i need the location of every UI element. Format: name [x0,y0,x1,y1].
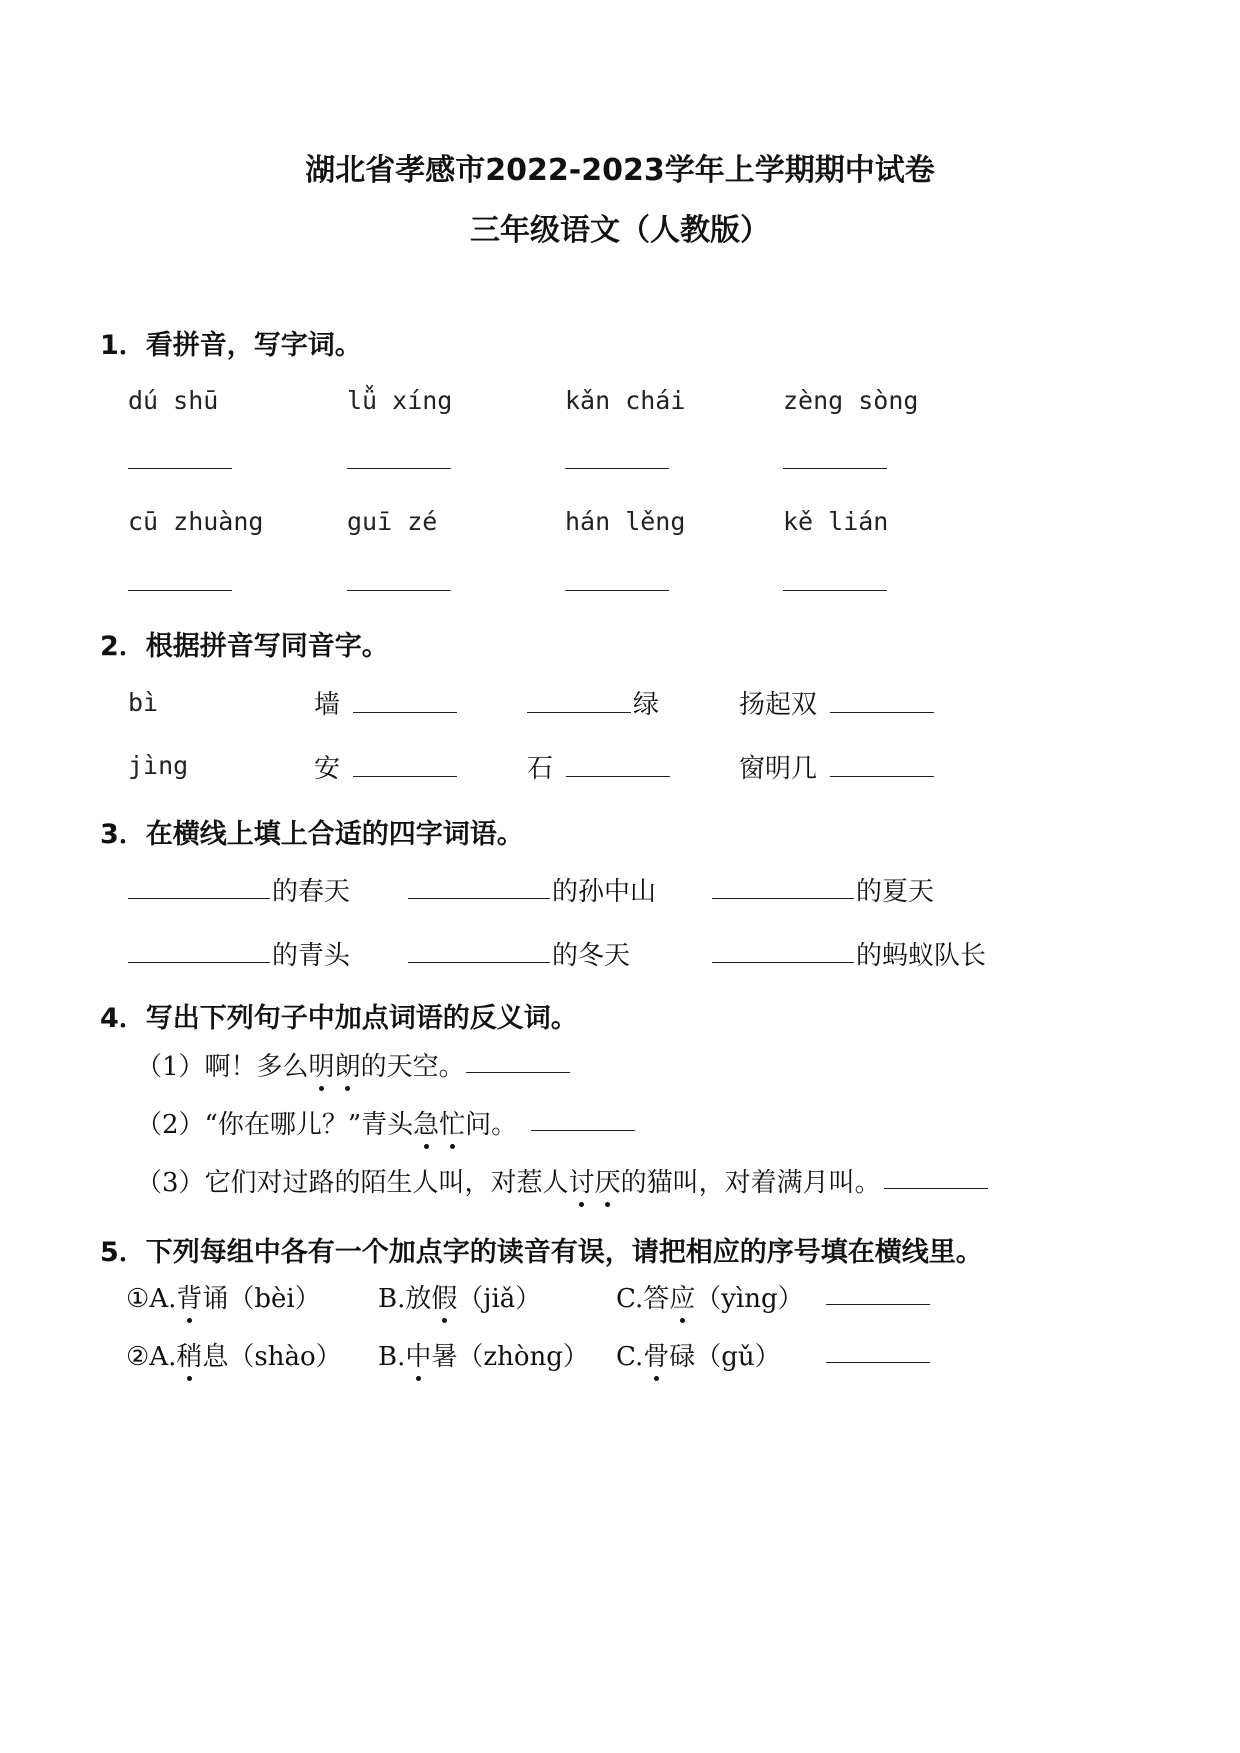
q1-heading: 1．看拼音，写字词。 [100,330,362,361]
q1-pinyin-5: cū zhuàng [128,507,264,536]
q5-group2-option-a [126,1336,342,1373]
sentence-text: 问。 [465,1110,518,1140]
q2-answer-blank[interactable] [353,712,457,713]
q5-group1-option-b [378,1278,541,1315]
q3-answer-blank[interactable] [128,898,270,899]
option-text: A. [149,1342,177,1372]
q3-item: 的春天 [272,877,351,907]
q2-word: 窗明几 [739,754,818,784]
option-text: B.放 [378,1284,432,1314]
sentence-text: 的天空。 [360,1052,465,1082]
q1-pinyin-8: kě lián [783,507,889,536]
option-text: 诵（bèi） [202,1284,321,1314]
option-text: B. [378,1342,406,1372]
q5-group2-option-b [378,1336,589,1373]
q5-group1-option-c [616,1278,804,1315]
q3-item: 的冬天 [552,941,631,971]
q2-word: 石 [527,754,554,784]
q3-item: 的孙中山 [552,877,657,907]
q1-answer-blank[interactable] [347,468,451,469]
q2-answer-blank[interactable] [527,712,631,713]
q2-pinyin-jing: jìng [128,751,189,780]
dotted-char: 明 [309,1046,335,1083]
q1-pinyin-2: lǚ xíng [347,386,453,415]
option-text: 息（shào） [202,1342,342,1372]
dotted-char: 急 [413,1104,439,1141]
q1-pinyin-7: hán lěng [565,507,686,536]
dotted-char: 忙 [439,1104,465,1141]
dotted-char: 骨 [643,1336,669,1373]
q5-answer-blank[interactable] [826,1304,930,1305]
option-text: A. [149,1284,177,1314]
q3-item: 的青头 [272,941,351,971]
q2-pinyin-bi: bì [128,688,159,717]
q3-item: 的蚂蚁队长 [856,941,987,971]
q2-answer-blank[interactable] [566,776,670,777]
q2-answer-blank[interactable] [830,776,934,777]
sentence-text: （3）它们对过路的陌生人叫，对惹人 [136,1168,569,1198]
dotted-char: 假 [431,1278,457,1315]
q1-pinyin-1: dú shū [128,386,219,415]
option-text: （yìng） [695,1284,804,1314]
sentence-text: 的猫叫，对着满月叫。 [620,1168,881,1198]
q1-answer-blank[interactable] [347,590,451,591]
page-subtitle: 三年级语文（人教版） [470,213,770,248]
q4-sentence-2 [136,1104,517,1141]
q2-answer-blank[interactable] [830,712,934,713]
q1-pinyin-3: kǎn chái [565,386,686,415]
option-text: （jiǎ） [457,1284,542,1314]
q1-answer-blank[interactable] [128,590,232,591]
q3-item: 的夏天 [856,877,935,907]
option-text: 暑（zhòng） [431,1342,589,1372]
q1-answer-blank[interactable] [128,468,232,469]
q3-answer-blank[interactable] [408,962,550,963]
q2-word: 扬起双 [739,690,818,720]
q5-answer-blank[interactable] [826,1362,930,1363]
q4-answer-blank[interactable] [531,1130,635,1131]
dotted-char: 背 [176,1278,202,1315]
q2-word: 墙 [314,690,341,720]
q1-answer-blank[interactable] [783,590,887,591]
dotted-char: 中 [405,1336,431,1373]
option-text: 碌（gǔ） [669,1342,781,1372]
q1-answer-blank[interactable] [783,468,887,469]
q1-pinyin-4: zèng sòng [783,386,919,415]
q2-word: 绿 [633,690,660,720]
q4-answer-blank[interactable] [884,1188,988,1189]
q1-answer-blank[interactable] [565,468,669,469]
group-number: ② [126,1342,150,1372]
q3-answer-blank[interactable] [712,962,854,963]
q2-answer-blank[interactable] [353,776,457,777]
dotted-char: 讨 [569,1162,595,1199]
q3-answer-blank[interactable] [128,962,270,963]
q4-sentence-3 [136,1162,881,1199]
q2-heading: 2．根据拼音写同音字。 [100,631,389,662]
dotted-char: 朗 [335,1046,361,1083]
q5-group2-option-c [616,1336,781,1373]
dotted-char: 稍 [176,1336,202,1373]
q4-heading: 4．写出下列句子中加点词语的反义词。 [100,1003,578,1034]
q1-pinyin-6: guī zé [347,507,438,536]
q3-heading: 3．在横线上填上合适的四字词语。 [100,819,524,850]
q1-answer-blank[interactable] [565,590,669,591]
q3-answer-blank[interactable] [712,898,854,899]
q5-group1-option-a [126,1278,321,1315]
q4-answer-blank[interactable] [466,1072,570,1073]
group-number: ① [126,1284,150,1314]
q4-sentence-1 [136,1046,465,1083]
dotted-char: 厌 [595,1162,621,1199]
option-text: C.答 [616,1284,670,1314]
q5-heading: 5．下列每组中各有一个加点字的读音有误，请把相应的序号填在横线里。 [100,1237,983,1268]
sentence-text: （2）“你在哪儿？”青头 [136,1110,414,1140]
q2-word: 安 [314,754,341,784]
dotted-char: 应 [669,1278,695,1315]
page-title: 湖北省孝感市2022-2023学年上学期期中试卷 [305,153,935,188]
sentence-text: （1）啊！多么 [136,1052,309,1082]
q3-answer-blank[interactable] [408,898,550,899]
option-text: C. [616,1342,644,1372]
